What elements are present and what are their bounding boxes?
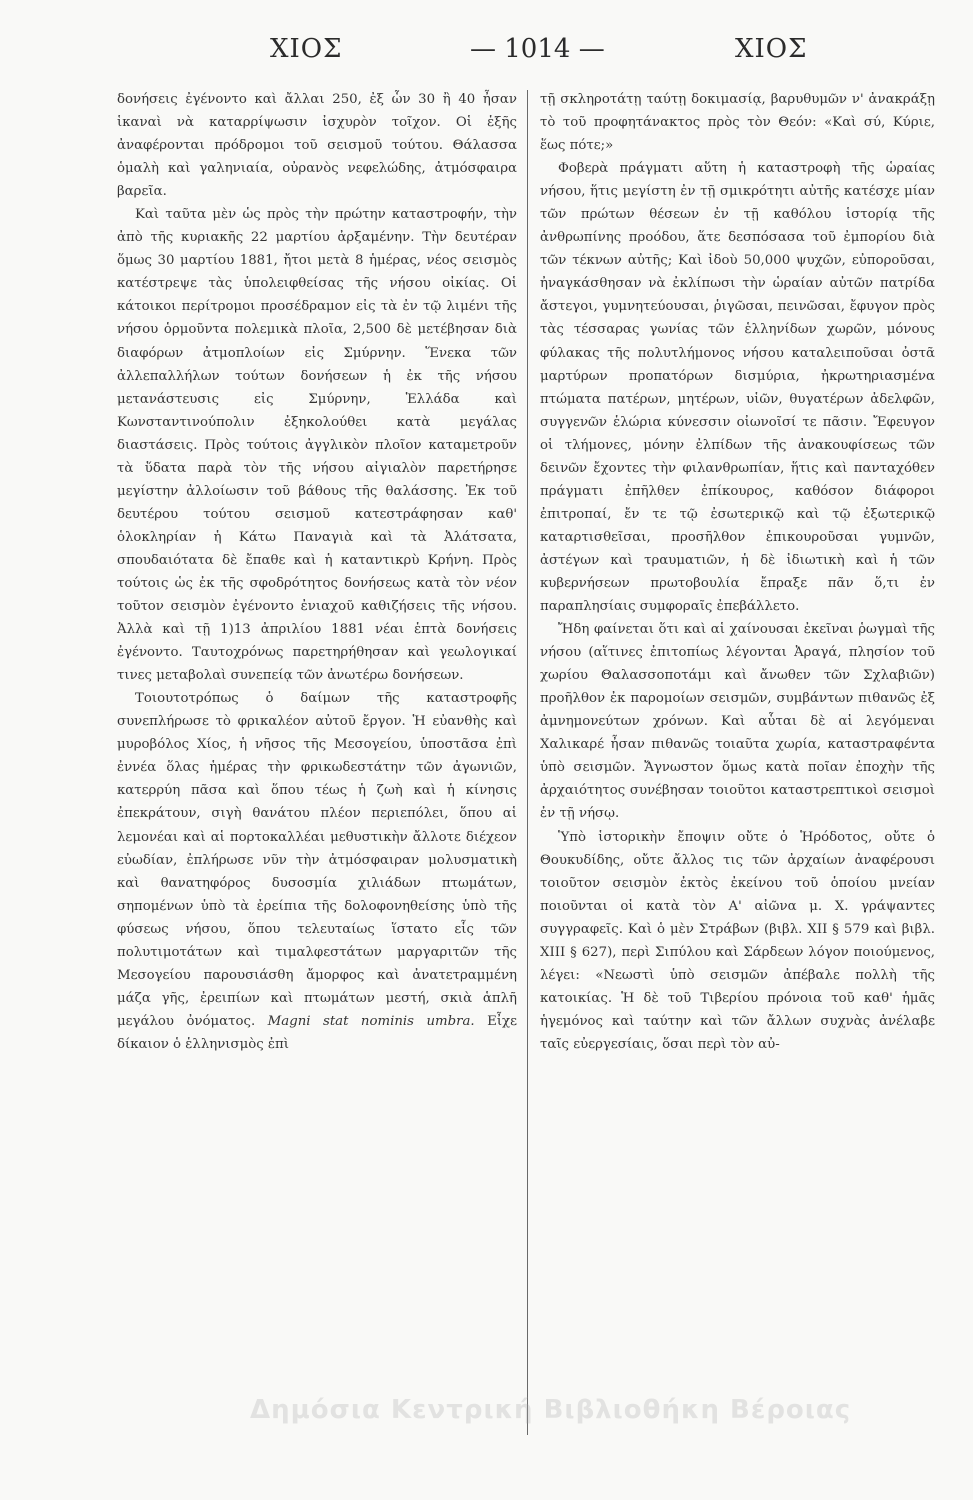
left-column	[117, 88, 517, 1056]
left-paragraph-2: Καὶ ταῦτα μὲν ὡς πρὸς τὴν πρώτην καταστροφήν, τὴν ἀπὸ τῆς κυριακῆς 22 μαρτίου ἀρξαμένην. Τὴν δευτέραν ὅμως 30 μαρτίου 1881, ἤτοι μετὰ 8 ἡμέρας, νέος σεισμὸς κατέστρεψε τὰς ὑπολειφθείσας τῆς νήσου οἰκίας. Οἱ κάτοικοι περίτρομοι προσέδραμον εἰς τὰ ἐν τῷ λιμένι τῆς νήσου ὁρμοῦντα πολεμικὰ πλοῖα, 2,500 δὲ μετέβησαν διὰ διαφόρων ἀτμοπλοίων εἰς Σμύρνην. Ἕνεκα τῶν ἀλλεπαλλήλων τούτων δονήσεων ἡ ἐκ τῆς νήσου μετανάστευσις εἰς Σμύρνην, Ἑλλάδα καὶ Κωνσταντινούπολιν ἐξηκολούθει κατὰ μεγάλας διαστάσεις. Πρὸς τούτοις ἀγγλικὸν πλοῖον καταμετροῦν τὰ ὕδατα παρὰ τὸν τῆς νήσου αἰγιαλὸν παρετήρησε μεγίστην ἀλλοίωσιν τοῦ βάθους τῆς θαλάσσης. Ἐκ τοῦ δευτέρου τούτου σεισμοῦ κατεστράφησαν καθ' ὁλοκληρίαν ἡ Κάτω Παναγιὰ καὶ τὰ Ἀλάτσατα, σπουδαιότατα δὲ ἔπαθε καὶ ἡ καταντικρὺ Κρήνη. Πρὸς τούτοις ὡς ἐκ τῆς σφοδρότητος δονήσεως κατὰ τὸν νέον τοῦτον σεισμὸν ἐγένοντο ἐνιαχοῦ καθιζήσεις τῆς νήσου. Ἀλλὰ καὶ τῇ 1)13 ἀπριλίου 1881 νέαι ἑπτὰ δονήσεις ἐγένοντο. Ταυτοχρόνως παρετηρήθησαν καὶ γεωλογικαί τινες μεταβολαὶ συνεπείᾳ τῶν ἀνωτέρω δονήσεων.	[117, 207, 517, 684]
library-watermark: Δημόσια Κεντρική Βιβλιοθήκη Βέροιας	[250, 1395, 852, 1425]
left-paragraph-3	[117, 687, 517, 1056]
right-paragraph-1: τῇ σκληροτάτῃ ταύτῃ δοκιμασίᾳ, βαρυθυμῶν ν' ἀνακράξῃ τὸ τοῦ προφητάνακτος πρὸς τὸν Θεόν: «Καὶ σύ, Κύριε, ἕως πότε;»	[540, 92, 935, 154]
page-header	[0, 34, 973, 74]
column-divider	[527, 90, 528, 1435]
left-paragraph-3-tail: Εἶχε δίκαιον ὁ ἑλληνισμὸς ἐπὶ	[117, 1013, 517, 1052]
latin-quote: Magni stat nominis umbra.	[267, 1013, 475, 1029]
right-paragraph-3: Ἤδη φαίνεται ὅτι καὶ αἱ χαίνουσαι ἐκεῖναι ῥωγμαὶ τῆς νήσου (αἵτινες ἐπιτοπίως λέγονται Ἀραγά, πλησίον τοῦ χωρίου Θαλασσοποτάμι καὶ ἄνωθεν τῶν Σχλαβιῶν) προῆλθον ἐκ παρομοίων σεισμῶν, συμβάντων πιθανῶς ἐξ ἀμνημονεύτων χρόνων. Καὶ αὗται δὲ αἱ λεγόμεναι Χαλικαρέ ἦσαν πιθανῶς τοιαῦτα χωρία, καταστραφέντα ὑπὸ σεισμῶν. Ἄγνωστον ὅμως κατὰ ποῖαν ἐποχὴν τῆς ἀρχαιότητος συνέβησαν τοιοῦτοι καταστρεπτικοὶ σεισμοὶ ἐν τῇ νήσῳ.	[540, 622, 935, 822]
right-column	[540, 88, 935, 1056]
left-paragraph-3-text: Τοιουτοτρόπως ὁ δαίμων τῆς καταστροφῆς συνεπλήρωσε τὸ φρικαλέον αὐτοῦ ἔργον. Ἡ εὐανθὴς καὶ μυροβόλος Χίος, ἡ νῆσος τῆς Μεσογείου, ὑποστᾶσα ἐπὶ ἐννέα ὅλας ἡμέρας τὴν φρικωδεστάτην τῶν ἀγωνιῶν, κατερρύη πᾶσα καὶ ὅπου τέως ἡ ζωὴ καὶ ἡ κίνησις ἐπεκράτουν, σιγὴ θανάτου πλέον περιεπόλει, ὅπου αἱ λεμονέαι καὶ αἱ πορτοκαλλέαι μεθυστικὴν ἄλλοτε διέχεον εὐωδίαν, ἐπλήρωσε νῦν τὴν ἀτμόσφαιραν μολυσματικὴ καὶ θανατηφόρος δυσοσμία χιλιάδων πτωμάτων, σηπομένων ὑπὸ τὰ ἐρείπια τῆς δολοφονηθείσης ὑπὸ τῆς φύσεως νήσου, ὅπου τελευταίως ἵστατο εἷς τῶν πολυτιμοτάτων καὶ τιμαλφεστάτων μαργαριτῶν τῆς Μεσογείου παρουσιάσθη ἄμορφος καὶ ἀνατετραμμένη μάζα γῆς, ἐρειπίων καὶ πτωμάτων μεστή, σκιὰ ἁπλῆ μεγάλου ὀνόματος.	[117, 691, 517, 1029]
page-number: — 1014 —	[470, 34, 605, 64]
left-paragraph-1: δονήσεις ἐγένοντο καὶ ἄλλαι 250, ἐξ ὧν 30 ἢ 40 ἦσαν ἱκαναὶ νὰ καταρρίψωσιν ἰσχυρὸν τοῖχον. Οἱ ἑξῆς ἀναφέρονται πρόδρομοι τοῦ σεισμοῦ τούτου. Θάλασσα ὁμαλὴ καὶ γαληνιαία, οὐρανὸς νεφελώδης, ἀτμόσφαιρα βαρεῖα.	[117, 92, 517, 200]
header-right-title: ΧΙΟΣ	[735, 34, 808, 64]
header-left-title: ΧΙΟΣ	[270, 34, 343, 64]
right-paragraph-2: Φοβερὰ πράγματι αὕτη ἡ καταστροφὴ τῆς ὡραίας νήσου, ἥτις μεγίστη ἐν τῇ σμικρότητι αὐτῆς κατέσχε μίαν τῶν πρώτων θέσεων ἐν τῇ καθόλου ἱστορίᾳ τῆς ἀνθρωπίνης προόδου, ἅτε δεσπόσασα τοῦ ἐμπορίου διὰ τῶν τέκνων αὐτῆς; Καὶ ἰδοὺ 50,000 ψυχῶν, εὐποροῦσαι, ἠναγκάσθησαν νὰ ἐκλίπωσι τὴν ὡραίαν αὐτῶν πατρίδα ἄστεγοι, γυμνητεύουσαι, ῥιγῶσαι, πεινῶσαι, ἔφυγον πρὸς τὰς τέσσαρας γωνίας τῶν ἑλληνίδων χωρῶν, μόνους φύλακας τῆς πολυτλήμονος νήσου καταλειποῦσαι ὀστᾶ μαρτύρων προπατόρων δισμύρια, ἠκρωτηριασμένα πτώματα πατέρων, μητέρων, υἱῶν, θυγατέρων ἀδελφῶν, συγγενῶν ἑλώρια κύνεσσιν οἰωνοῖσί τε πᾶσιν. Ἔφευγον οἱ τλήμονες, μόνην ἐλπίδων τῆς ἀνακουφίσεως τῶν δεινῶν ἔχοντες τὴν φιλανθρωπίαν, ἥτις καὶ πανταχόθεν πράγματι ἐπῆλθεν ἐπίκουρος, καθόσον διάφοροι ἐπιτροπαί, ἔν τε τῷ ἐσωτερικῷ καὶ τῷ ἐξωτερικῷ καταρτισθεῖσαι, προσῆλθον ἐπικουροῦσαι γυμνῶν, ἀστέγων καὶ τραυματιῶν, ἡ δὲ ἰδιωτικὴ καὶ ἡ τῶν κυβερνήσεων πρωτοβουλία ἔπραξε πᾶν ὅ,τι ἐν παραπλησίαις συμφοραῖς ἐπεβάλλετο.	[540, 161, 935, 615]
right-paragraph-4: Ὑπὸ ἱστορικὴν ἔποψιν οὔτε ὁ Ἡρόδοτος, οὔτε ὁ Θουκυδίδης, οὔτε ἄλλος τις τῶν ἀρχαίων ἀναφέρουσι τοιοῦτον σεισμὸν ἐκτὸς ἐκείνου τοῦ ὁποίου μνείαν ποιοῦνται οἱ κατὰ τὸν Α' αἰῶνα μ. Χ. γράψαντες συγγραφεῖς. Καὶ ὁ μὲν Στράβων (βιβλ. XII § 579 καὶ βιβλ. XIII § 627), περὶ Σιπύλου καὶ Σάρδεων λόγον ποιούμενος, λέγει: «Νεωστὶ ὑπὸ σεισμῶν ἀπέβαλε πολλὴ τῆς κατοικίας. Ἡ δὲ τοῦ Τιβερίου πρόνοια τοῦ καθ' ἡμᾶς ἡγεμόνος καὶ ταύτην καὶ τῶν ἄλλων συχνὰς ἀνέλαβε ταῖς εὐεργεσίαις, ὅσαι περὶ τὸν αὐ-	[540, 829, 935, 1052]
